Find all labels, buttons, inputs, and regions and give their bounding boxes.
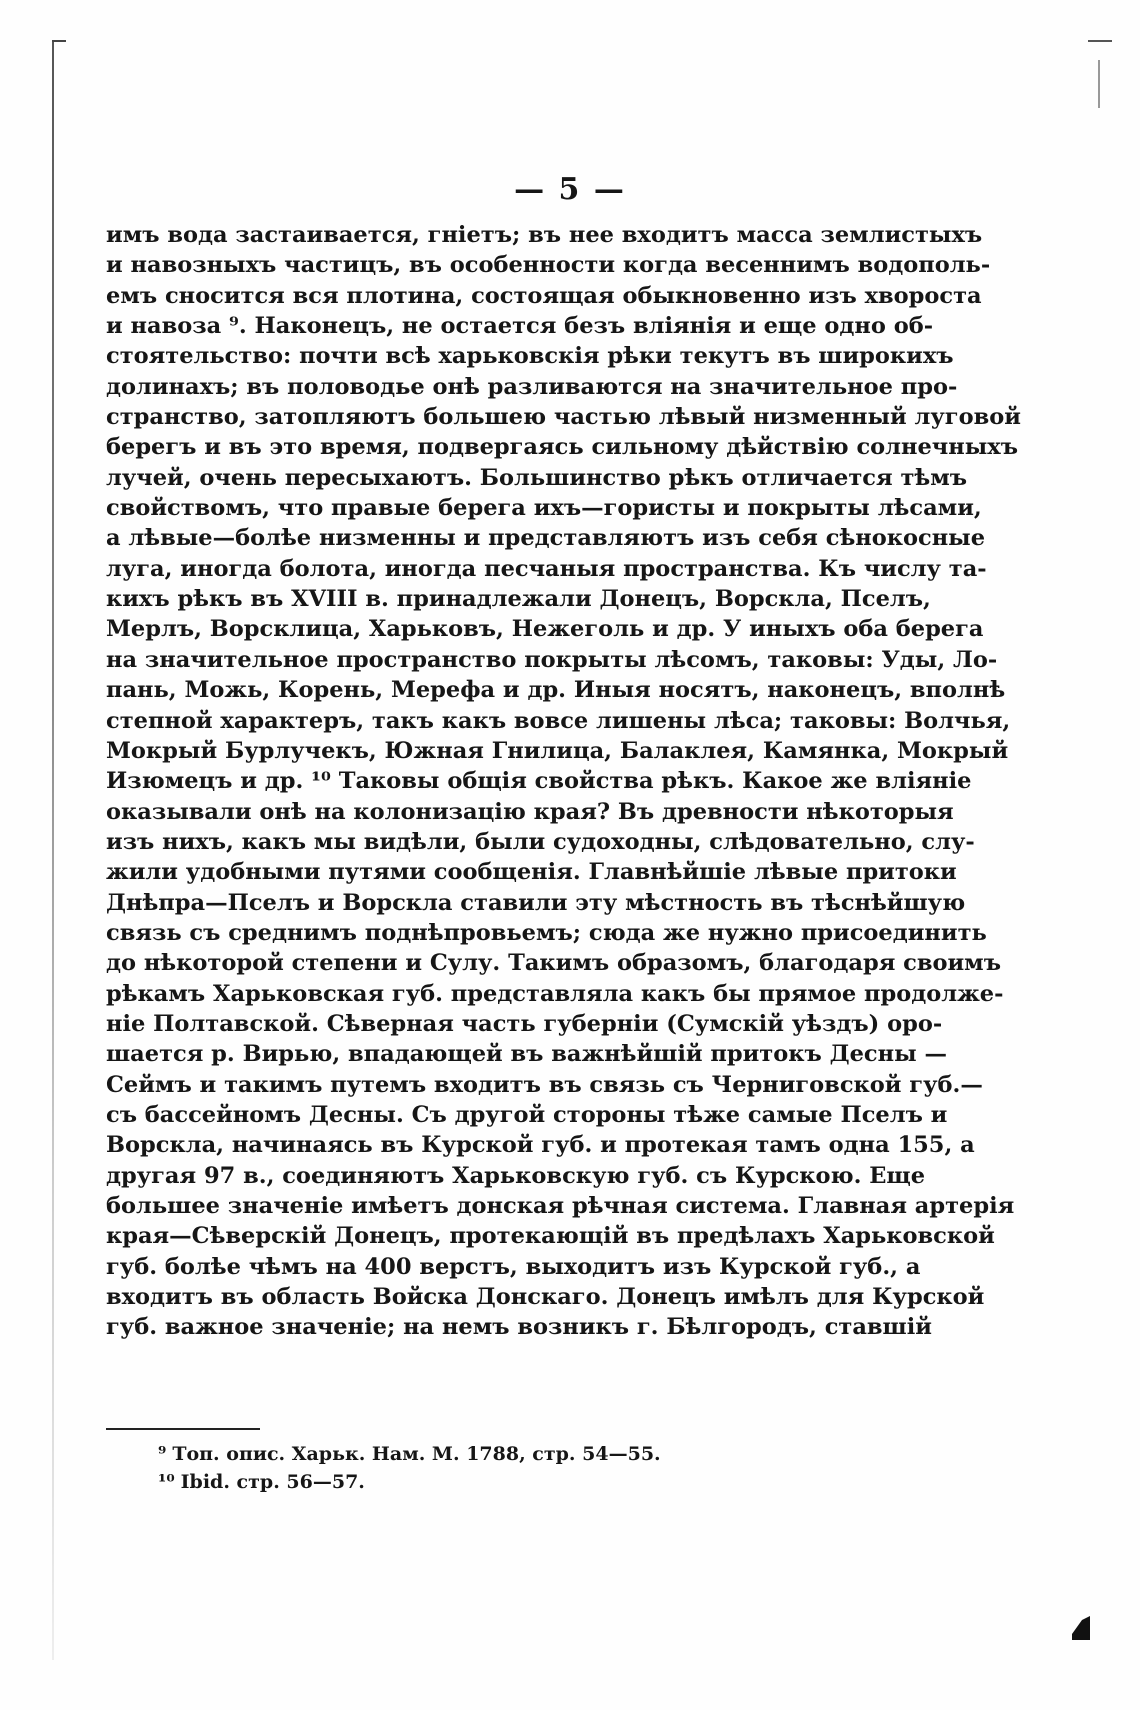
footnote-mark: ¹⁰ xyxy=(158,1471,175,1493)
text-line: изъ нихъ, какъ мы видѣли, были судоходны, слѣдовательно, слу- xyxy=(106,828,975,855)
text-line: на значительное пространство покрыты лѣсомъ, таковы: Уды, Ло- xyxy=(106,646,998,673)
text-line: Изюмецъ и др. ¹⁰ Таковы общія свойства рѣкъ. Какое же вліяніе xyxy=(106,768,972,795)
text-line: другая 97 в., соединяютъ Харьковскую губ. съ Курскою. Еще xyxy=(106,1162,926,1189)
text-line: края—Сѣверскій Донецъ, протекающій въ предѣлахъ Харьковской xyxy=(106,1223,995,1250)
scan-edge-left xyxy=(52,40,54,1660)
text-line: оказывали онѣ на колонизацію края? Въ древности нѣкоторыя xyxy=(106,798,954,825)
footnote-mark: ⁹ xyxy=(158,1443,167,1465)
scan-edge-right-top xyxy=(1088,40,1112,42)
text-line: до нѣкоторой степени и Сулу. Такимъ образомъ, благодаря своимъ xyxy=(106,950,1001,977)
text-line: губ. важное значеніе; на немъ возникъ г. Бѣлгородъ, ставшій xyxy=(106,1314,932,1341)
text-line: съ бассейномъ Десны. Съ другой стороны тѣже самые Пселъ и xyxy=(106,1101,948,1128)
text-line: связь съ среднимъ поднѣпровьемъ; сюда же нужно присоединить xyxy=(106,919,987,946)
text-line: луга, иногда болота, иногда песчаныя пространства. Къ числу та- xyxy=(106,555,987,582)
text-line: Мерлъ, Ворсклица, Харьковъ, Нежеголь и др. У иныхъ оба берега xyxy=(106,616,984,643)
text-line: странство, затопляютъ большею частью лѣвый низменный луговой xyxy=(106,404,1021,431)
text-line: а лѣвые—болѣе низменны и представляютъ изъ себя сѣнокосные xyxy=(106,525,986,552)
text-line: емъ сносится вся плотина, состоящая обыкновенно изъ хвороста xyxy=(106,282,982,309)
text-line: губ. болѣе чѣмъ на 400 верстъ, выходитъ изъ Курской губ., а xyxy=(106,1253,921,1280)
text-line: шается р. Вирью, впадающей въ важнѣйшій притокъ Десны — xyxy=(106,1041,947,1068)
text-line: долинахъ; въ половодье онѣ разливаются на значительное про- xyxy=(106,373,958,400)
footnote-text: Топ. опис. Харьк. Нам. М. 1788, стр. 54—55. xyxy=(172,1443,661,1465)
footnote xyxy=(158,1440,858,1468)
text-line: и навозныхъ частицъ, въ особенности когда весеннимъ водополь- xyxy=(106,252,991,279)
text-line: лучей, очень пересыхаютъ. Большинство рѣкъ отличается тѣмъ xyxy=(106,464,968,491)
text-line: кихъ рѣкъ въ XVIII в. принадлежали Донецъ, Ворскла, Пселъ, xyxy=(106,586,931,613)
text-line: берегъ и въ это время, подвергаясь сильному дѣйствію солнечныхъ xyxy=(106,434,1018,461)
page-corner-mark-icon xyxy=(1068,1610,1094,1644)
text-line: рѣкамъ Харьковская губ. представляла какъ бы прямое продолже- xyxy=(106,980,1004,1007)
text-line: Мокрый Бурлучекъ, Южная Гнилица, Балаклея, Камянка, Мокрый xyxy=(106,737,1009,764)
text-line: степной характеръ, такъ какъ вовсе лишены лѣса; таковы: Волчья, xyxy=(106,707,1011,734)
footnotes xyxy=(158,1440,858,1496)
text-line: Сеймъ и такимъ путемъ входитъ въ связь съ Черниговской губ.— xyxy=(106,1071,983,1098)
text-line: входитъ въ область Войска Донскаго. Донецъ имѣлъ для Курской xyxy=(106,1284,985,1311)
footnote-text: Ibid. стр. 56—57. xyxy=(180,1471,365,1493)
text-line: большее значеніе имѣетъ донская рѣчная система. Главная артерія xyxy=(106,1193,1015,1219)
text-line: Ворскла, начинаясь въ Курской губ. и протекая тамъ одна 155, а xyxy=(106,1132,975,1159)
body-text xyxy=(106,220,1021,1343)
footnote-separator xyxy=(106,1428,260,1430)
text-line: жили удобными путями сообщенія. Главнѣйшіе лѣвые притоки xyxy=(106,859,957,886)
text-line: пань, Можь, Корень, Мерефа и др. Иныя носятъ, наконецъ, вполнѣ xyxy=(106,677,1006,704)
footnote xyxy=(158,1468,858,1496)
text-line: Днѣпра—Пселъ и Ворскла ставили эту мѣстность въ тѣснѣйшую xyxy=(106,889,966,916)
text-line: и навоза ⁹. Наконецъ, не остается безъ вліянія и еще одно об- xyxy=(106,313,934,340)
page-number: — 5 — xyxy=(514,172,626,207)
text-line: свойствомъ, что правые берега ихъ—гористы и покрыты лѣсами, xyxy=(106,495,982,522)
text-line: ніе Полтавской. Сѣверная часть губерніи (Сумскій уѣздъ) оро- xyxy=(106,1010,943,1037)
text-line: стоятельство: почти всѣ харьковскія рѣки текутъ въ широкихъ xyxy=(106,343,954,370)
text-line: имъ вода застаивается, гніетъ; въ нее входитъ масса землистыхъ xyxy=(106,222,983,248)
scan-edge-right xyxy=(1098,60,1100,108)
scan-corner-top-left xyxy=(52,40,66,42)
